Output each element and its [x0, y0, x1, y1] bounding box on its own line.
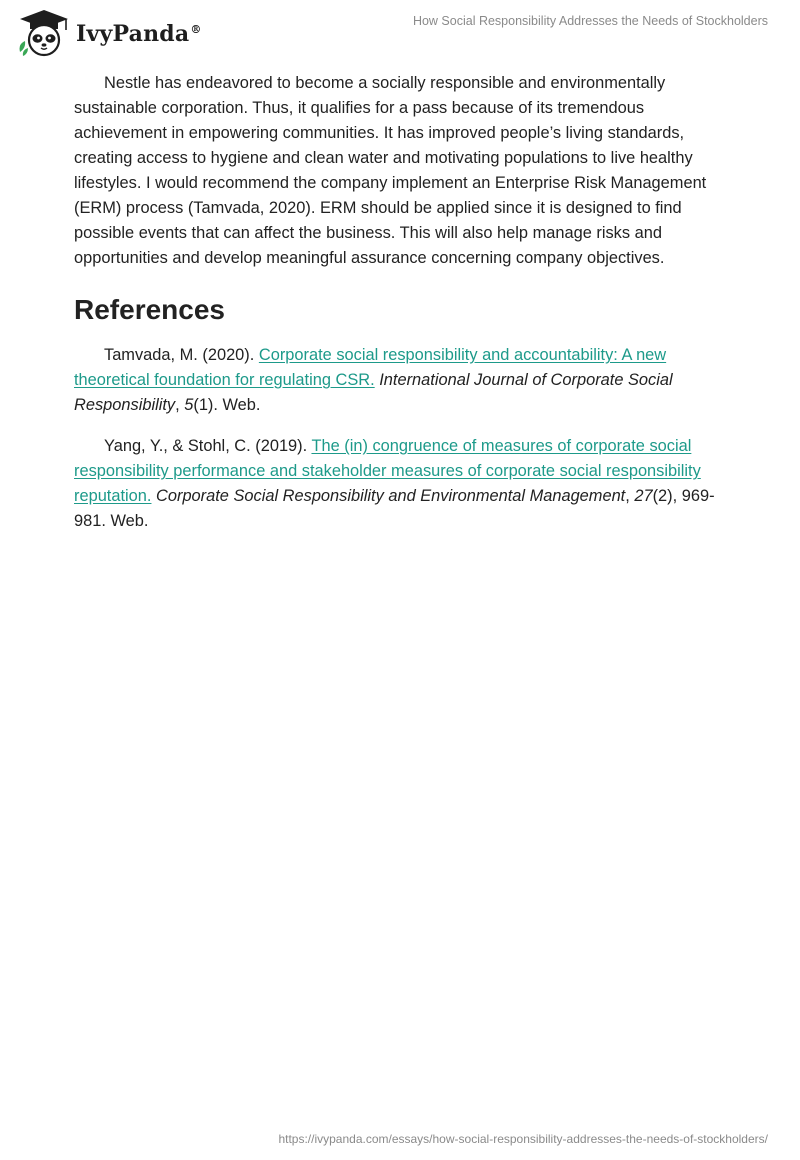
- brand-name: IvyPanda®: [76, 21, 202, 47]
- body-paragraph: Nestle has endeavored to become a socially responsible and environmentally sustainable corporation. Thus, it qualifies for a pass because of its tremendous achievement in empowering communities. It has improved people’s living standards, creating access to hygiene and clean water and motivating populations to live healthy lifestyles. I would recommend the company implement an Enterprise Risk Management (ERM) process (Tamvada, 2020). ERM should be applied since it is designed to find possible events that can affect the business. This will also help manage risks and opportunities and develop meaningful assurance concerning company objectives.: [74, 74, 707, 267]
- reference-tail: (1). Web.: [193, 396, 261, 414]
- running-title: How Social Responsibility Addresses the Needs of Stockholders: [412, 14, 768, 28]
- reference-journal: Corporate Social Responsibility and Environmental Management: [156, 487, 626, 505]
- reference-separator: ,: [625, 487, 635, 505]
- ivypanda-logo[interactable]: [16, 8, 202, 58]
- reference-volume: 5: [184, 396, 194, 414]
- reference-tail: (2), 969-981. Web.: [74, 487, 715, 530]
- reference-authors: Yang, Y., & Stohl, C. (2019).: [104, 437, 312, 455]
- reference-item: [74, 434, 724, 534]
- reference-link[interactable]: Corporate social responsibility and accountability: A new theoretical foundation for regulating CSR.: [74, 346, 667, 389]
- reference-authors: Tamvada, M. (2020).: [104, 346, 259, 364]
- reference-item: [74, 343, 724, 418]
- reference-link[interactable]: The (in) congruence of measures of corporate social responsibility performance and stakeholder measures of corporate social responsibility reputation.: [74, 437, 701, 505]
- reference-volume: 27: [634, 487, 653, 505]
- references-list: [74, 343, 724, 534]
- references-heading: References: [74, 294, 225, 325]
- page-header: [0, 0, 800, 70]
- document-content: [74, 71, 724, 550]
- reference-journal: International Journal of Corporate Social Responsibility: [74, 371, 673, 414]
- footer-url[interactable]: https://ivypanda.com/essays/how-social-responsibility-addresses-the-needs-of-stockholders/: [278, 1132, 768, 1146]
- reference-separator: ,: [175, 396, 185, 414]
- panda-graduate-icon: [16, 8, 72, 58]
